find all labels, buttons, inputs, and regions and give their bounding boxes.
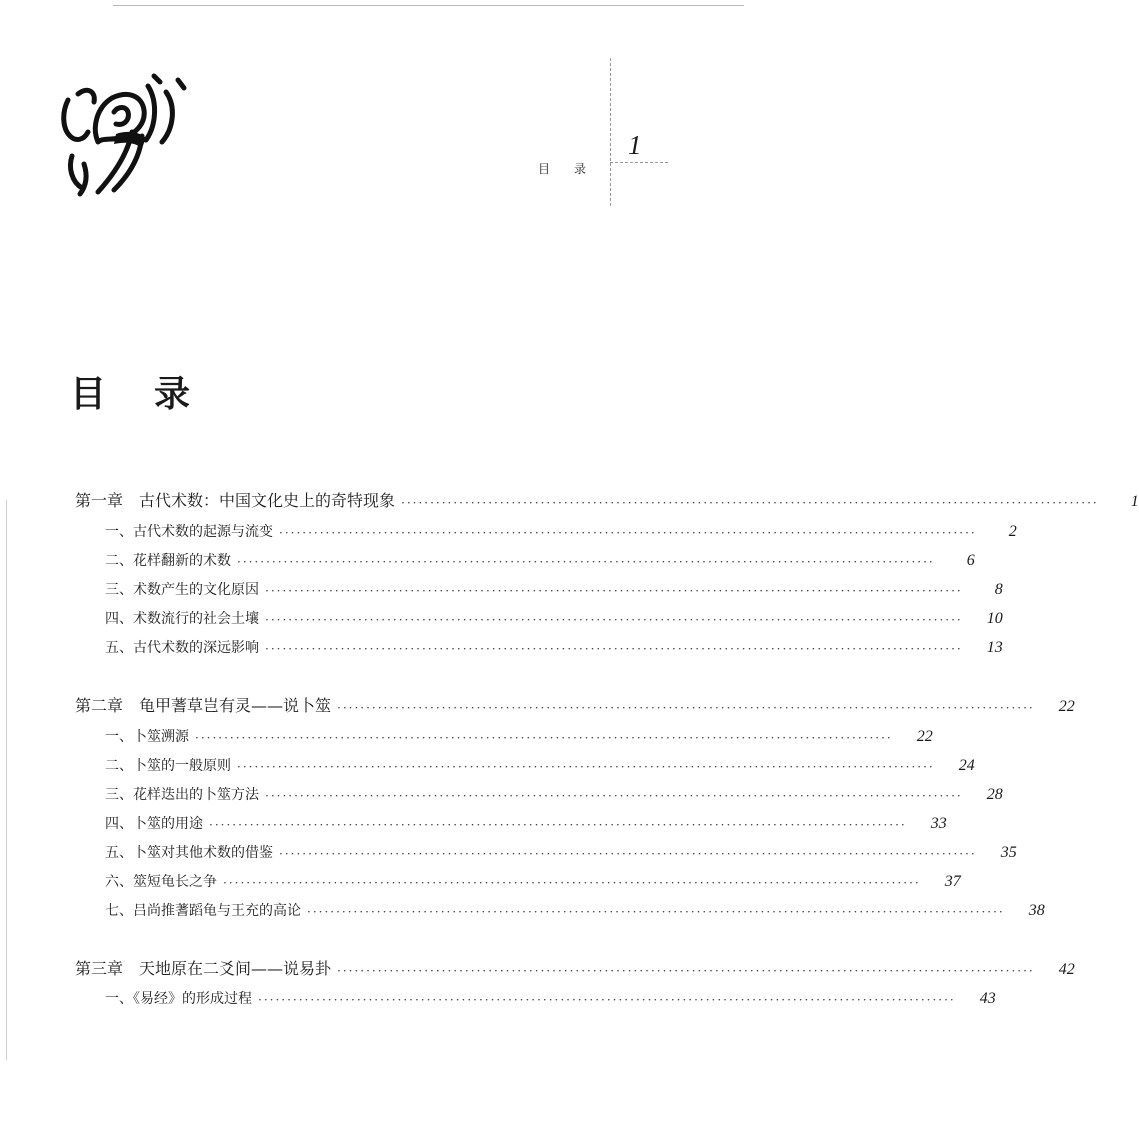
toc-dot-leader: ························································································································ [265, 789, 963, 803]
toc-entry-page-number: 8 [994, 581, 1003, 598]
running-header-section-title: 目录 [538, 162, 611, 176]
toc-entry-page-number: 38 [1028, 902, 1045, 919]
toc-section-entry [0, 896, 1045, 920]
header-vertical-rule [610, 58, 611, 206]
toc-entry-page-number: 22 [916, 728, 933, 745]
toc-dot-leader: ························································································································ [401, 496, 1099, 510]
toc-section-entry [0, 722, 933, 746]
toc-section-entry [0, 867, 961, 891]
toc-dot-leader: ························································································································ [237, 555, 935, 569]
toc-section-entry [0, 575, 1003, 599]
toc-dot-leader: ························································································································ [279, 526, 977, 540]
toc-section-entry [0, 751, 975, 775]
toc-entry-title: 五、卜筮对其他术数的借鉴 [105, 845, 273, 861]
toc-entry-page-number: 37 [944, 873, 961, 890]
toc-dot-leader: ························································································································ [337, 701, 1035, 715]
toc-dot-leader: ························································································································ [195, 731, 893, 745]
toc-dot-leader: ························································································································ [209, 818, 907, 832]
toc-dot-leader: ························································································································ [265, 642, 963, 656]
toc-chapter-entry [0, 955, 1075, 979]
toc-section-entry [0, 780, 1003, 804]
decorative-brush-figure-logo [58, 72, 190, 200]
toc-entry-title: 四、卜筮的用途 [105, 816, 203, 832]
toc-entry-title: 三、术数产生的文化原因 [105, 582, 259, 598]
toc-entry-page-number: 33 [930, 815, 947, 832]
toc-chapter-entry [0, 692, 1075, 716]
toc-section-entry [0, 984, 996, 1008]
toc-entry-title: 一、《易经》的形成过程 [105, 991, 252, 1007]
toc-entry-title: 二、花样翻新的术数 [105, 553, 231, 569]
toc-section-entry [0, 546, 975, 570]
toc-entry-page-number: 2 [1008, 523, 1017, 540]
toc-entry-title: 六、筮短龟长之争 [105, 874, 217, 890]
toc-dot-leader: ························································································································ [265, 584, 963, 598]
toc-entry-page-number: 42 [1058, 961, 1075, 978]
toc-entry-title: 第三章 天地原在二爻间——说易卦 [75, 959, 332, 978]
running-header-page-number: 1 [628, 130, 642, 160]
toc-entry-page-number: 10 [986, 610, 1003, 627]
toc-section-entry [0, 838, 1017, 862]
toc-entry-title: 四、术数流行的社会土壤 [105, 611, 259, 627]
toc-entry-title: 第二章 龟甲蓍草岂有灵——说卜筮 [75, 696, 332, 715]
toc-entry-title: 二、卜筮的一般原则 [105, 758, 231, 774]
toc-entry-page-number: 35 [1000, 844, 1017, 861]
toc-entry-title: 七、吕尚推蓍蹈龟与王充的高论 [105, 903, 301, 919]
toc-section-entry [0, 633, 1003, 657]
toc-dot-leader: ························································································································ [258, 993, 956, 1007]
toc-dot-leader: ························································································································ [279, 847, 977, 861]
header-horizontal-rule [610, 162, 668, 163]
toc-dot-leader: ························································································································ [337, 964, 1035, 978]
toc-entry-title: 五、古代术数的深远影响 [105, 640, 259, 656]
toc-section-entry [0, 517, 1017, 541]
toc-entry-title: 一、卜筮溯源 [105, 729, 189, 745]
toc-section-entry [0, 604, 1003, 628]
toc-entry-title: 第一章 古代术数：中国文化史上的奇特现象 [75, 491, 396, 510]
top-border-rule [113, 5, 744, 6]
toc-dot-leader: ························································································································ [265, 613, 963, 627]
toc-entry-page-number: 22 [1058, 698, 1075, 715]
toc-entry-title: 一、古代术数的起源与流变 [105, 524, 273, 540]
toc-entry-page-number: 13 [986, 639, 1003, 656]
toc-entry-page-number: 28 [986, 786, 1003, 803]
toc-dot-leader: ························································································································ [223, 876, 921, 890]
page-title: 目录 [70, 374, 239, 415]
toc-entry-title: 三、花样迭出的卜筮方法 [105, 787, 259, 803]
toc-entry-page-number: 1 [1130, 493, 1139, 510]
toc-chapter-entry [0, 487, 1139, 511]
toc-dot-leader: ························································································································ [307, 905, 1005, 919]
toc-entry-page-number: 24 [958, 757, 975, 774]
toc-section-entry [0, 809, 947, 833]
toc-entry-page-number: 43 [979, 990, 996, 1007]
toc-entry-page-number: 6 [966, 552, 975, 569]
toc-dot-leader: ························································································································ [237, 760, 935, 774]
